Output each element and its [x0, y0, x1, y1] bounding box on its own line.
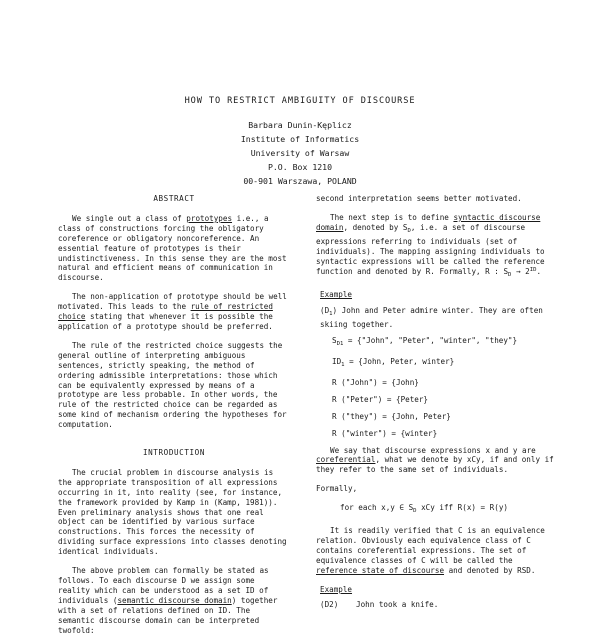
introduction-paragraph-2: [58, 566, 290, 635]
author-institute: Institute of Informatics: [240, 134, 360, 144]
underlined-term: prototypes: [186, 213, 233, 223]
text-span: We say that discourse expressions x and y are: [330, 445, 536, 455]
superscript: ID: [529, 267, 537, 274]
text-span: ID: [332, 356, 342, 366]
right-paragraph-0: second interpretation seems better motivated.: [316, 194, 522, 203]
text-span: ) John and Peter admire winter. They are often skiing together.: [320, 306, 543, 330]
abstract-paragraph-1: [58, 214, 290, 283]
abstract-paragraph-2: [58, 292, 290, 332]
text-span: xCy iff R(x) = R(y): [416, 503, 508, 513]
author-block: [0, 118, 600, 188]
subscript: D: [508, 272, 512, 279]
text-span: i.e., a class of constructions forcing the obligatory coreference or obligatory noncoreference. An essential feature of prototypes is their undistinctiveness. In this sense they are the most natural and efficient means of communication in discourse.: [58, 213, 287, 283]
text-span: , i.e. a set of discourse expressions referring to individuals (set of individuals). The mapping assigning individuals to syntactic expressions will be called the reference function and denoted by R. Formally, R : S: [316, 222, 545, 277]
text-span: John took a knife.: [356, 600, 439, 610]
abstract-heading: ABSTRACT: [153, 194, 195, 203]
underlined-term: coreferential: [316, 455, 376, 465]
text-span: ) together with a set of relations defined on ID. The semantic discourse domain can be interpreted twofold:: [58, 595, 278, 635]
author-box: P.O. Box 1210: [267, 162, 333, 172]
left-column: [58, 194, 290, 644]
introduction-paragraph-1: The crucial problem in discourse analysis is the appropriate transposition of all expressions occurring in it, into reality (see, for instance, the framework provided by Kamp in (Kamp, 1981)). Even preliminary analysis shows that one real object can be identified by various surface constructions. This forces the necessity of dividing surface expressions into classes denoting identical individuals.: [58, 467, 287, 557]
underlined-term: rule of restricted choice: [58, 302, 273, 322]
text-span: The non-application of prototype should be well motivated. This leads to the: [58, 292, 287, 312]
text-span: stating that whenever it is possible the application of a prototype should be preferred.: [58, 312, 273, 331]
text-span: = {"John", "Peter", "winter", "they"}: [343, 336, 518, 346]
example-1-sentence: [320, 306, 556, 330]
right-paragraph-3: Formally,: [316, 484, 358, 494]
right-column: [316, 194, 556, 610]
text-span: The next step is to define: [330, 212, 454, 222]
right-paragraph-2: [316, 446, 556, 476]
text-span: The above problem can formally be stated as follows. To each discourse D we assign some reality which can be understood as a set ID of individuals (: [58, 566, 269, 605]
underlined-term: semantic discourse domain: [117, 595, 232, 605]
coreference-formula: [340, 503, 556, 517]
subscript: D1: [336, 341, 344, 348]
text-span: = {John, Peter, winter}: [344, 356, 455, 366]
text-span: .: [536, 267, 542, 277]
introduction-heading: INTRODUCTION: [142, 448, 206, 458]
subscript: D: [407, 227, 411, 234]
reference-mapping-john: R ("John") = {John}: [332, 377, 419, 387]
example-2-sentence: [320, 600, 556, 610]
text-span: S: [332, 336, 337, 346]
author-name: Barbara Dunin-Kęplicz: [248, 120, 352, 130]
example-2-heading: Example: [320, 584, 353, 594]
example-1-heading: Example: [320, 290, 353, 300]
text-span: , what we denote by xCy, if and only if they refer to the same set of individuals.: [316, 455, 554, 475]
subscript: 1: [329, 311, 333, 318]
right-paragraph-4: [316, 526, 556, 576]
reference-mapping-they: R ("they") = {John, Peter}: [332, 411, 451, 421]
reference-mapping-winter: R ("winter") = {winter}: [332, 428, 438, 438]
example-label: (D2): [320, 600, 339, 610]
text-span: , denoted by S: [343, 222, 408, 232]
abstract-paragraph-3: The rule of the restricted choice suggests the general outline of interpreting ambiguous sentences, strictly speaking, the method of ordering admissible interpretations: those which can be equivalently expressed by means of a prototype are less probable. In other words, the rule of the restricted choice can be regarded as some kind of mechanism ordering the hypotheses for computation.: [58, 340, 287, 430]
semantic-domain-set: [332, 357, 556, 371]
text-span: (D: [320, 306, 330, 316]
paper-title: HOW TO RESTRICT AMBIGUITY OF DISCOURSE: [184, 96, 416, 106]
text-span: for each x,y ∈ S: [340, 503, 414, 513]
subscript: 1: [341, 361, 345, 368]
author-city: 00-901 Warszawa, POLAND: [243, 176, 357, 186]
text-span: → 2: [511, 267, 530, 277]
author-university: University of Warsaw: [250, 148, 350, 158]
reference-mapping-peter: R ("Peter") = {Peter}: [332, 394, 429, 404]
underlined-term: syntactic discourse domain: [316, 212, 541, 232]
subscript: D: [413, 508, 417, 515]
right-paragraph-1: [316, 213, 556, 281]
text-span: It is readily verified that C is an equivalence relation. Obviously each equivalence class of C contains coreferential expressions. The set of equivalence classes of C will be called the: [316, 526, 545, 565]
underlined-term: reference state of discourse: [316, 565, 445, 575]
text-span: We single out a class of: [72, 213, 187, 223]
syntactic-domain-set: [332, 336, 556, 350]
text-span: and denoted by RSD.: [444, 565, 536, 575]
